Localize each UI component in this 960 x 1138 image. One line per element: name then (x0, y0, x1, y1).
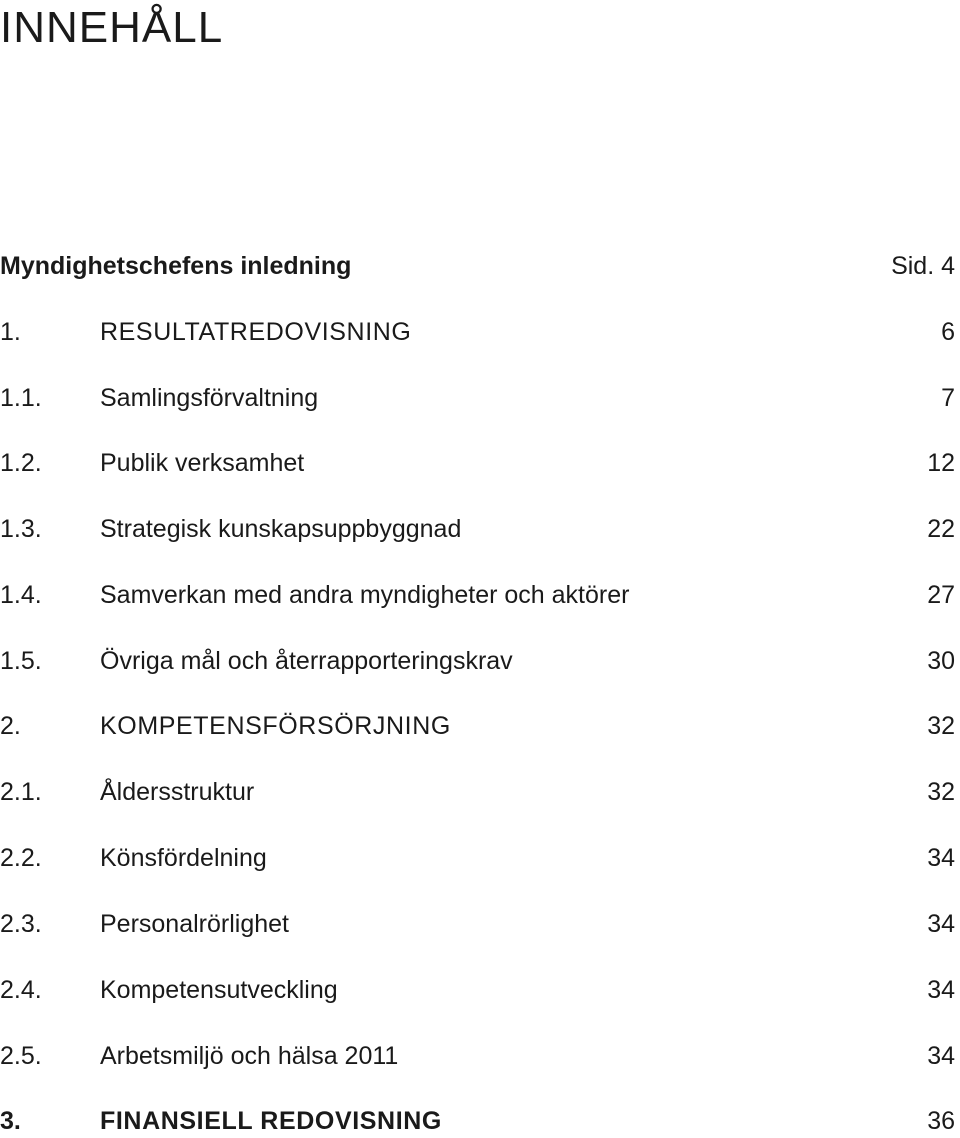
toc-entry-number: 1.3. (0, 515, 42, 543)
toc-entry-label: Strategisk kunskapsuppbyggnad (100, 515, 462, 543)
toc-entry-label: FINANSIELL REDOVISNING (100, 1107, 442, 1135)
toc-entry-2-2[interactable] (0, 841, 955, 875)
toc-entry-label: Samlingsförvaltning (100, 384, 319, 412)
toc-entry-page: 30 (927, 647, 955, 675)
toc-entry-number: 1.4. (0, 581, 42, 609)
toc-entry-label: Publik verksamhet (100, 449, 305, 477)
toc-entry-2-4[interactable] (0, 973, 955, 1007)
toc-entry-1-3[interactable] (0, 512, 955, 546)
toc-entry-label: Samverkan med andra myndigheter och aktörer (100, 581, 630, 609)
toc-entry-page: 22 (927, 515, 955, 543)
toc-entry-intro[interactable] (0, 249, 955, 283)
toc-entry-page: 34 (927, 910, 955, 938)
toc-entry-number: 2.2. (0, 844, 42, 872)
toc-entry-label: Könsfördelning (100, 844, 267, 872)
toc-entry-1-4[interactable] (0, 578, 955, 612)
toc-entry-page: 34 (927, 976, 955, 1004)
toc-entry-label: Åldersstruktur (100, 778, 255, 806)
toc-entry-page: 34 (927, 1042, 955, 1070)
toc-entry-page: 32 (927, 712, 955, 740)
toc-entry-number: 1. (0, 318, 21, 346)
toc-entry-1-2[interactable] (0, 446, 955, 480)
toc-entry-label: Personalrörlighet (100, 910, 289, 938)
toc-entry-label: Myndighetschefens inledning (0, 252, 352, 280)
toc-entry-number: 2.3. (0, 910, 42, 938)
toc-entry-number: 2. (0, 712, 21, 740)
toc-entry-page: 12 (927, 449, 955, 477)
toc-entry-page: Sid. 4 (891, 252, 955, 280)
toc-entry-label: Kompetensutveckling (100, 976, 338, 1004)
toc-entry-1-5[interactable] (0, 644, 955, 678)
toc-entry-2-3[interactable] (0, 907, 955, 941)
toc-entry-1-1[interactable] (0, 381, 955, 415)
page-title: INNEHÅLL (0, 3, 224, 52)
toc-entry-2-5[interactable] (0, 1039, 955, 1073)
toc-entry-number: 1.2. (0, 449, 42, 477)
toc-entry-page: 6 (941, 318, 955, 346)
toc-entry-label: Övriga mål och återrapporteringskrav (100, 647, 513, 675)
toc-entry-page: 27 (927, 581, 955, 609)
toc-entry-2-1[interactable] (0, 775, 955, 809)
toc-entry-1[interactable] (0, 315, 955, 349)
toc-entry-page: 36 (927, 1107, 955, 1135)
toc-entry-2[interactable] (0, 709, 955, 743)
toc-entry-number: 2.4. (0, 976, 42, 1004)
toc-entry-number: 1.5. (0, 647, 42, 675)
toc-entry-3[interactable] (0, 1104, 955, 1138)
toc-entry-number: 3. (0, 1107, 21, 1135)
toc-entry-number: 1.1. (0, 384, 42, 412)
toc-entry-label: KOMPETENSFÖRSÖRJNING (100, 712, 451, 740)
toc-entry-page: 32 (927, 778, 955, 806)
toc-entry-number: 2.1. (0, 778, 42, 806)
toc-entry-number: 2.5. (0, 1042, 42, 1070)
toc-entry-page: 7 (941, 384, 955, 412)
toc-entry-label: Arbetsmiljö och hälsa 2011 (100, 1042, 399, 1070)
toc-entry-label: RESULTATREDOVISNING (100, 318, 412, 346)
toc-entry-page: 34 (927, 844, 955, 872)
